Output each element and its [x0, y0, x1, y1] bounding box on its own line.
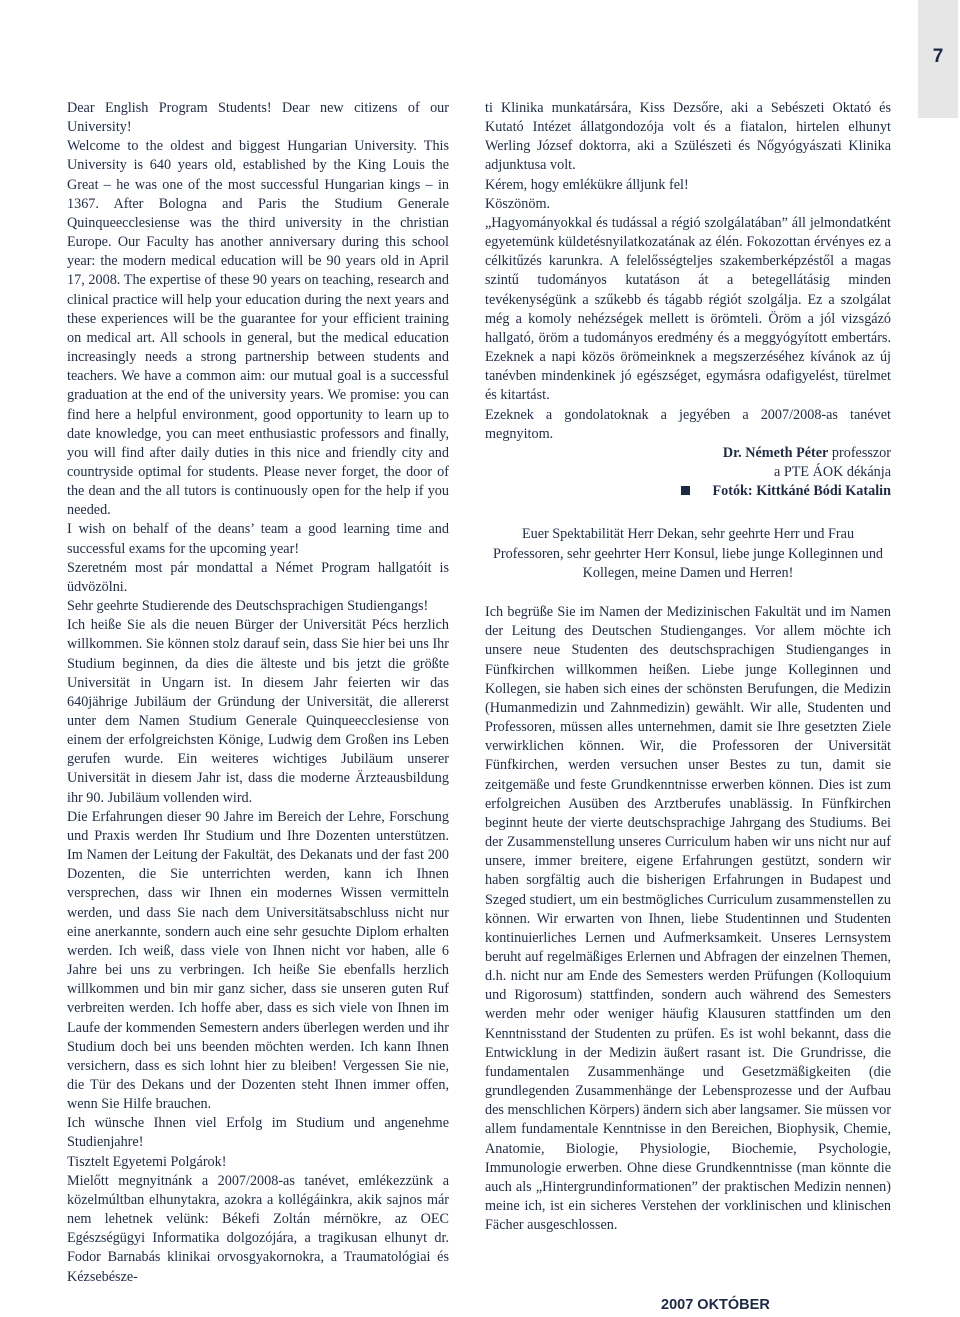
- paragraph: Szeretném most pár mondattal a Német Program hallgatóit is üdvözölni.: [67, 559, 449, 595]
- signature-line-1: [485, 444, 891, 463]
- paragraph: Dear English Program Students! Dear new citizens of our University!: [67, 100, 449, 136]
- signature-name: Dr. Németh Péter: [722, 444, 829, 461]
- paragraph: Kérem, hogy emlékükre álljunk fel!: [485, 176, 689, 193]
- paragraph: Sehr geehrte Studierende des Deutschsprachigen Studiengangs!: [67, 598, 429, 615]
- paragraph: Welcome to the oldest and biggest Hungarian University. This University is 640 years old, established by the King Louis the Great – he was one of the most successful Hungarian kings – in 1367. After Bologna and Paris the Studium Generale Quinqueecclesiense was the third university in the christian Europe. Our Faculty has another anniversary during this school year: the modern medical education will be 90 years old in April 17, 2008. The expertise of these 90 years on teaching, research and clinical practice will help your education during the next years and these experiences will be the guarantee for your efficient training on medical art. All schools in general, but the medical education increasingly needs a strong partnership between students and teachers. We have a common aim: our mutual goal is a successful graduation at the end of the university years. We promise: you can find here a helpful environment, good opportunity to learn up to date knowledge, you can meet enthusiastic professors and finally, you will find after daily duties in this nice and friendly city and countryside optimal for students. Please never forget, the door of the dean and the all tutors is continuously open for the help if you needed.: [67, 138, 449, 519]
- german-greeting: Euer Spektabilität Herr Dekan, sehr geehrte Herr und Frau Professoren, sehr geehrter Herr Konsul, liebe junge Kolleginnen und Kollegen, meine Damen und Herren!: [492, 526, 884, 581]
- photo-credit: Fotók: Kittkáné Bódi Katalin: [712, 483, 891, 500]
- paragraph: Tisztelt Egyetemi Polgárok!: [67, 1153, 227, 1170]
- signature-role: professzor: [831, 444, 891, 461]
- paragraph: Mielőtt megnyitnánk a 2007/2008-as tanévet, emlékezzünk a közelmúltban elhunytakra, azokra a kollégáinkra, akik sajnos már nem lehetnek velünk: Békefi Zoltán mérnökre, az OEC Egészségügyi Informatika dolgozójára, a tragikusan elhunyt dr. Fodor Barnabás klinikai orvosgyakornokra, a Traumatológiai és Kézsebésze-: [67, 1172, 449, 1285]
- square-bullet-icon: [681, 486, 690, 495]
- paragraph: Ezeknek a gondolatoknak a jegyében a 2007/2008-as tanévet megnyitom.: [485, 406, 891, 442]
- paragraph: Köszönöm.: [485, 195, 551, 212]
- paragraph: I wish on behalf of the deans’ team a good learning time and successful exams for the upcoming year!: [67, 521, 449, 557]
- paragraph: Ich wünsche Ihnen viel Erfolg im Studium und angenehme Studienjahre!: [67, 1115, 449, 1151]
- paragraph: ti Klinika munkatársára, Kiss Dezsőre, aki a Sebészeti Oktató és Kutató Intézet állatgondozója volt és a fiatalon, hirtelen elhunyt Werling József doktorra, aki a Szülészeti és Nőgyógyászati Klinika adjunktusa volt.: [485, 100, 891, 174]
- signature-line-2: a PTE ÁOK dékánja: [773, 463, 891, 480]
- footer-date: 2007 OKTÓBER: [661, 1297, 770, 1313]
- paragraph: Die Erfahrungen dieser 90 Jahre im Bereich der Lehre, Forschung und Praxis werden Ihr Studium und Ihre Dozenten unterstützen. Im Namen der Leitung der Fakultät, des Dekanats und der fast 200 Dozenten, die Sie unterrichten werden, kann ich Ihnen versprechen, dass wir Ihnen ein modernes Wissen vermitteln werden, und dass Sie nach dem Universitätsabschluss nicht nur eine anerkannte, sondern auch eine sehr gesuchte Diplom erhalten werden. Ich weiß, dass viele von Ihnen nicht vor haben, alle 6 Jahre bei uns zu verbringen. Ich heiße Sie ebenfalls herzlich willkommen und bin mir ganz sicher, dass sie unseren guten Ruf verbreiten werden. Ich hoffe aber, dass es sich viele von Ihnen im Laufe der kommenden Semestern anders überlegen werden und ihr Studium doch bei uns beenden möchten werden. Ich kann Ihnen versichern, dass es sich lohnt hier zu bleiben! Vergessen Sie nie, die Tür des Dekans und der Dozenten steht Ihnen immer offen, wenn Sie Hilfe brauchen.: [67, 808, 449, 1113]
- paragraph: Ich heiße Sie als die neuen Bürger der Universität Pécs herzlich willkommen. Sie können stolz darauf sein, dass Sie hier bei uns Ihr Studium beginnen, da dies die älteste und bis jetzt die größte Universität in Ungarn ist. In diesem Jahr feierten wir das 640jährige Jubiläum der Gründung der Universität, die allererst unter dem Namen Studium Generale Quinqueecclesiense von einem der erfolgreichsten Könige, Ludwig dem Großen ins Leben gerufen wurde. Ein weiteres wichtiges Jubiläum unserer Universität in diesem Jahr ist, dass die moderne Ärzteausbildung ihr 90. Jubiläum vollenden wird.: [67, 617, 449, 806]
- page-number: 7: [932, 46, 944, 67]
- german-paragraph: Ich begrüße Sie im Namen der Medizinischen Fakultät und im Namen der Leitung des Deutschen Studienganges. Vor allem möchte ich unsere neue Studenten des deutschsprachigen Studienganges in Fünfkirchen willkommen heißen. Liebe junge Kolleginnen und Kollegen, sie haben sich eines der schönsten Berufungen, die Medizin (Humanmedizin und Zahnmedizin) gewählt. Wir alle, Studenten und Professoren, müssen alles unternehmen, damit sie Ihre gesetzten Ziele verwirklichen können. Wir, die Professoren der Universität Fünfkirchen, werden versuchen unser Bestes zu tun, damit sie zeitgemäße und feste Grundkenntnisse erwerben können. Dies ist zum erfolgreichen Ausüben des Arztberufes unablässig. In Fünfkirchen beginnt heute der vierte deutschsprachige Jahrgang des Studiums. Bei der Zusammenstellung unseres Curriculum haben wir uns nicht nur auf unsere, immer breitere, eigene Erfahrungen gestützt, sondern wir haben sorgfältig auch die bisherigen Erfahrungen in Budapest und Szeged studiert, um ein bestmögliches Curriculum zusammenstellen zu können. Wir erwarten von Ihnen, liebe Studentinnen und Studenten kontinuierliches Lernen und Aufmerksamkeit. Unseres Lernsystem beruht auf regelmäßiges Erlernen und Abfragen der einzelnen Themen, d.h. nicht nur am Ende des Semesters werden Prüfungen (Kolloquium und Rigorosum) stattfinden, sondern auch während des Semesters werden mehr oder weniger häufig Klausuren stattfinden um den Kenntnisstand der Studenten zu prüfen. Es ist wohl bekannt, dass die Entwicklung in der Medizin äußert rasant ist. Die Grundrisse, die fundamentalen Zusammenhänge und Gesetzmäßigkeiten (die grundlegenden Zusammenhänge der Lebensprozesse und der Aufbau des menschlichen Körpers) ändern sich aber langsamer. Sie müssen vor allem fundamentale Kenntnisse in den Bereichen, Biophysik, Chemie, Anatomie, Biologie, Physiologie, Biochemie, Psychologie, Immunologie erwerben. Ohne diese Grundkenntnisse (man könnte die auch als „Hintergrundinformationen” der praktischen Medizin nennen) meine ich, ist ein sicheres Verstehen der vorklinischen und klinischen Fächer ausgeschlossen.: [485, 604, 891, 1234]
- left-column: [67, 99, 449, 1287]
- signature-line-3: [485, 482, 891, 501]
- right-column: [485, 99, 891, 1235]
- paragraph: „Hagyományokkal és tudással a régió szolgálatában” áll jelmondatként egyetemünk küldetésnyilatkozatának az élén. Fokozottan érvényes ez a célkitűzés karunkra. A felelősségteljes szakemberképzéstől a magas szintű tudományos kutatáson át a betegellátásig minden tevékenységünk a szűkebb és tágabb régiót szolgálja. Ez a szolgálat még a komoly nehézségek mellett is örömteli. Öröm a jól vizsgázó hallgató, öröm a tudományos eredmény és a meggyógyított embertárs. Ezeknek a napi közös örömeinknek a megszerzéséhez kívánok az új tanévben mindenkinek jó egészséget, egymásra odafigyelést, türelmet és kitartást.: [485, 214, 891, 404]
